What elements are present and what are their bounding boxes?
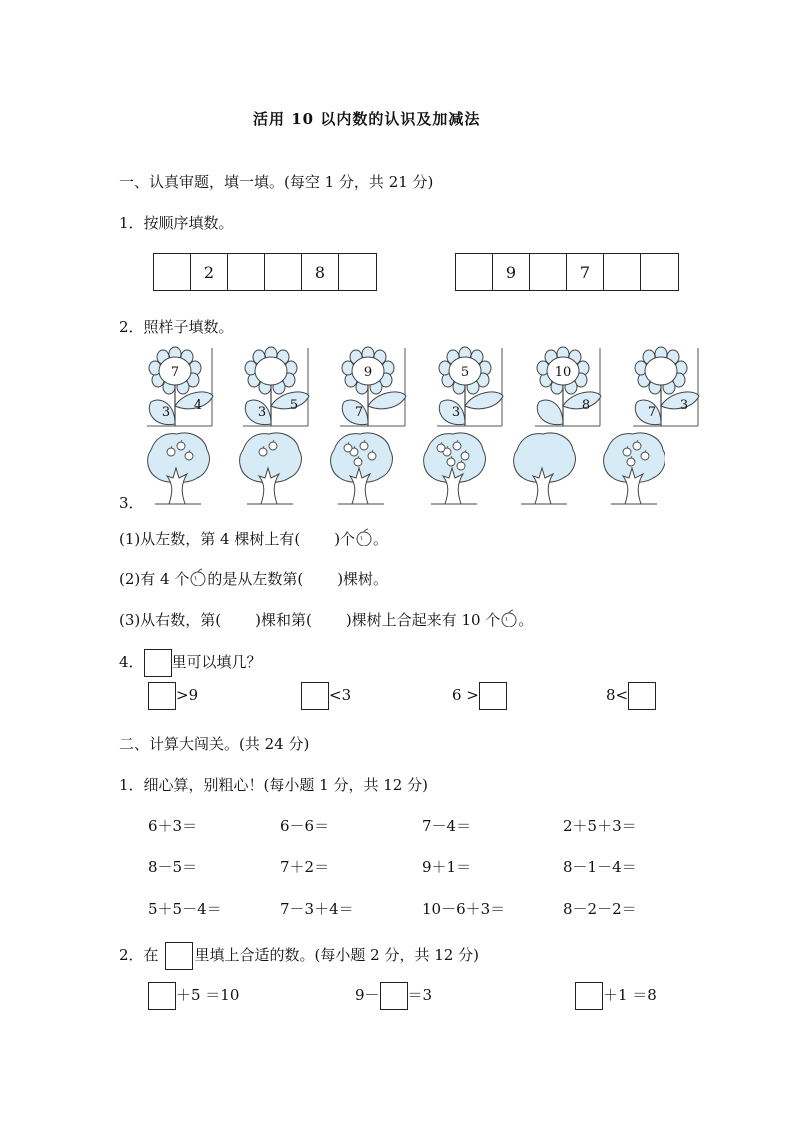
flower-left-number: 3 — [257, 405, 267, 420]
answer-box[interactable] — [301, 682, 329, 710]
flower-center-number: 5 — [460, 365, 470, 380]
calc-item[interactable]: 6－6＝ — [280, 817, 330, 835]
q4-item-1 — [148, 682, 198, 710]
q4-item-text: <3 — [329, 686, 352, 704]
q4-item-text: 8< — [606, 686, 629, 704]
answer-box[interactable] — [628, 682, 656, 710]
apple-icon — [355, 528, 373, 546]
fill-item-text: ＋5 ＝10 — [176, 986, 240, 1004]
apple-icon — [500, 609, 518, 627]
flower-left-number: 7 — [354, 405, 364, 420]
flower-center-number: 7 — [170, 365, 180, 380]
flower-left-number: 7 — [647, 405, 657, 420]
calc-item[interactable]: 9＋1＝ — [422, 858, 472, 876]
apple-icon — [189, 568, 207, 586]
flower-1 — [147, 347, 213, 426]
q4-label — [119, 649, 262, 677]
calc-item[interactable]: 7＋2＝ — [280, 858, 330, 876]
flower-right-number: 5 — [289, 398, 299, 413]
calc-item[interactable]: 8－2－2＝ — [563, 900, 637, 918]
calc-item[interactable]: 5＋5－4＝ — [148, 900, 222, 918]
calc-row — [148, 898, 668, 920]
fill-item-3 — [575, 982, 657, 1010]
seq-cell[interactable] — [228, 254, 265, 290]
fill-item-text: ＝3 — [407, 986, 433, 1004]
answer-box[interactable] — [380, 982, 408, 1010]
q3-label: 3． — [119, 494, 144, 512]
answer-box[interactable] — [148, 682, 176, 710]
section1-heading: 一、认真审题，填一填。(每空 1 分，共 21 分) — [119, 173, 434, 191]
sequence-boxes-a — [153, 253, 377, 291]
q3-sub3 — [119, 609, 533, 630]
seq-cell[interactable] — [604, 254, 641, 290]
trees — [148, 433, 665, 504]
calc-item[interactable]: 2＋5＋3＝ — [563, 817, 637, 835]
seq-cell[interactable] — [154, 254, 191, 290]
q3-sub1 — [119, 528, 388, 549]
answer-box[interactable] — [479, 682, 507, 710]
seq-cell[interactable] — [641, 254, 678, 290]
q3-sub1-text: 。 — [373, 530, 389, 548]
apple-tree — [514, 433, 576, 504]
q2-label: 2．照样子填数。 — [119, 318, 234, 336]
q3-sub1-text: (1)从左数，第 4 棵树上有( — [119, 530, 301, 548]
flower-4 — [437, 347, 503, 426]
q4-label-text: 4． — [119, 653, 144, 671]
answer-box[interactable] — [575, 982, 603, 1010]
seq-cell[interactable] — [265, 254, 302, 290]
seq-cell[interactable]: 2 — [191, 254, 228, 290]
seq-cell[interactable] — [456, 254, 493, 290]
calc-item[interactable]: 7－3＋4＝ — [280, 900, 354, 918]
flower-2 — [243, 347, 309, 426]
fill-item-text: 9－ — [355, 986, 380, 1004]
s2-q2-label — [119, 942, 479, 970]
answer-box[interactable] — [148, 982, 176, 1010]
answer-box-icon — [144, 649, 172, 677]
seq-cell[interactable]: 8 — [302, 254, 339, 290]
q3-sub3-text: (3)从右数，第( — [119, 611, 222, 629]
q3-sub2-text: )棵树。 — [337, 570, 389, 588]
calc-item[interactable]: 10－6＋3＝ — [422, 900, 506, 918]
seq-cell[interactable] — [339, 254, 376, 290]
fill-item-1 — [148, 982, 239, 1010]
q3-sub2 — [119, 568, 388, 589]
flower-5 — [535, 347, 601, 426]
flower-center-number: 9 — [363, 365, 373, 380]
s2-q2-label-text: 里填上合适的数。(每小题 2 分，共 12 分) — [194, 946, 479, 964]
s2-q1-label: 1．细心算，别粗心！(每小题 1 分，共 12 分) — [119, 776, 428, 794]
flower-6 — [633, 347, 699, 426]
q4-item-text: >9 — [176, 686, 199, 704]
calc-row — [148, 856, 668, 878]
q4-item-4 — [606, 682, 656, 710]
flower-right-number: 4 — [193, 398, 203, 413]
calc-item[interactable]: 7－4＝ — [422, 817, 472, 835]
q4-item-2 — [301, 682, 351, 710]
fill-item-2 — [355, 982, 432, 1010]
calc-item[interactable]: 8－5＝ — [148, 858, 198, 876]
q4-item-text: 6 > — [452, 686, 479, 704]
q1-label: 1．按顺序填数。 — [119, 214, 234, 232]
page-title: 活用 10 以内数的认识及加减法 — [253, 110, 481, 128]
answer-box-icon — [165, 942, 193, 970]
section2-heading: 二、计算大闯关。(共 24 分) — [119, 735, 310, 753]
apple-tree — [331, 433, 393, 504]
q3-sub3-text: )棵树上合起来有 10 个 — [345, 611, 501, 629]
q3-sub1-text: )个 — [334, 530, 356, 548]
flower-left-number: 3 — [161, 405, 171, 420]
flower-3 — [340, 347, 406, 426]
q4-label-text: 里可以填几？ — [171, 653, 262, 671]
apple-tree — [604, 433, 665, 504]
seq-cell[interactable] — [530, 254, 567, 290]
flower-row — [145, 346, 705, 430]
q3-sub3-text: 。 — [518, 611, 534, 629]
tree-row — [145, 430, 665, 506]
flower-right-number: 3 — [679, 398, 689, 413]
calc-item[interactable]: 6＋3＝ — [148, 817, 198, 835]
q4-item-3 — [452, 682, 507, 710]
apple-tree — [148, 433, 210, 504]
apple-tree — [240, 433, 302, 504]
q3-sub2-text: 的是从左数第( — [207, 570, 304, 588]
sequence-boxes-b — [455, 253, 679, 291]
calc-item[interactable]: 8－1－4＝ — [563, 858, 637, 876]
fill-item-text: ＋1 ＝8 — [603, 986, 657, 1004]
q3-sub2-text: (2)有 4 个 — [119, 570, 190, 588]
flower-left-number: 3 — [451, 405, 461, 420]
calc-row — [148, 815, 668, 837]
apple-tree — [424, 433, 486, 504]
flower-center-number: 10 — [554, 365, 572, 380]
seq-cell[interactable]: 7 — [567, 254, 604, 290]
q3-sub3-text: )棵和第( — [255, 611, 312, 629]
seq-cell[interactable]: 9 — [493, 254, 530, 290]
s2-q2-label-text: 2．在 — [119, 946, 159, 964]
flower-right-number: 8 — [581, 398, 591, 413]
